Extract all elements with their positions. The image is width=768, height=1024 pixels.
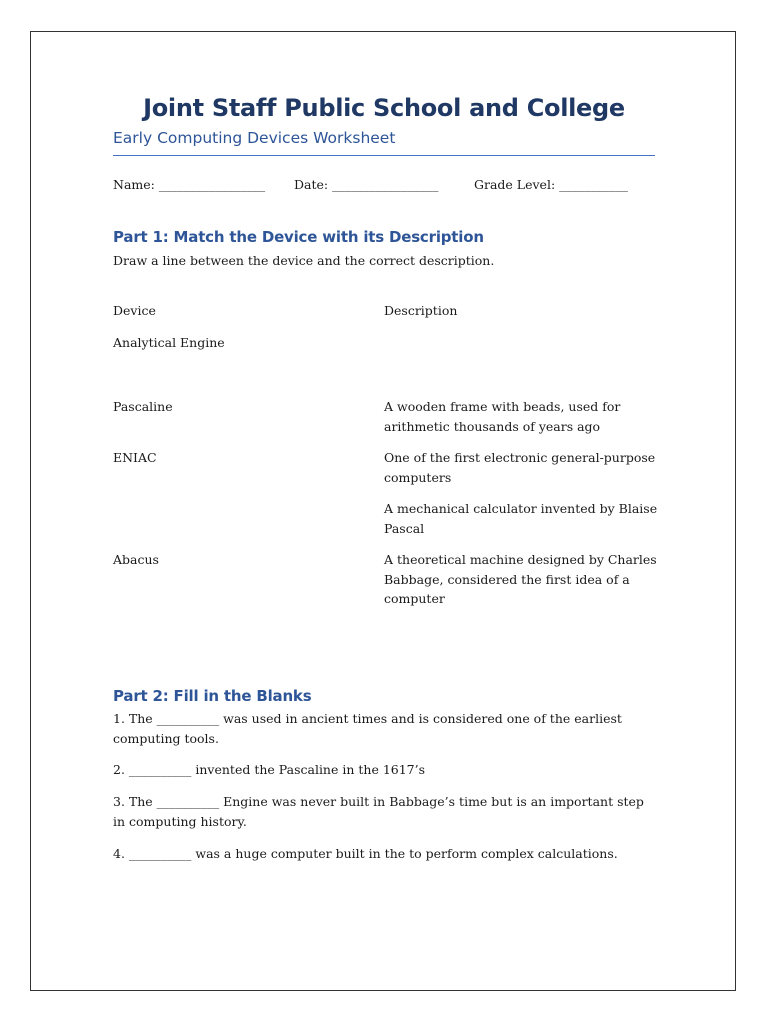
device-item: Pascaline [113,399,173,414]
description-item: One of the first electronic general-purpose computers [384,450,656,485]
title-divider [113,155,655,156]
fill-blank-question: 1. The __________ was used in ancient times and is considered one of the earliest computing tools. [113,711,622,746]
document-title: Joint Staff Public School and College [143,94,625,122]
description-item: A theoretical machine designed by Charles Babbage, considered the first idea of a computer [384,552,657,606]
date-field[interactable]: Date: _________________ [294,177,439,192]
fill-blank-question: 2. __________ invented the Pascaline in the 1617’s [113,762,426,777]
fill-blank-question: 4. __________ was a huge computer built in the to perform complex calculations. [113,846,618,861]
device-item: ENIAC [113,450,157,465]
device-item: Analytical Engine [113,335,225,350]
grade-level-field[interactable]: Grade Level: ___________ [474,177,628,192]
part1-heading: Part 1: Match the Device with its Description [113,228,484,246]
part2-heading: Part 2: Fill in the Blanks [113,687,312,705]
description-item: A wooden frame with beads, used for arithmetic thousands of years ago [384,399,621,434]
description-column-header: Description [384,303,458,318]
part1-instructions: Draw a line between the device and the correct description. [113,253,495,268]
name-field[interactable]: Name: _________________ [113,177,266,192]
device-item: Abacus [113,552,159,567]
description-item: A mechanical calculator invented by Blaise Pascal [384,501,658,536]
fill-blank-question: 3. The __________ Engine was never built in Babbage’s time but is an important step in computing history. [113,794,644,829]
document-subtitle: Early Computing Devices Worksheet [113,129,396,147]
device-column-header: Device [113,303,156,318]
